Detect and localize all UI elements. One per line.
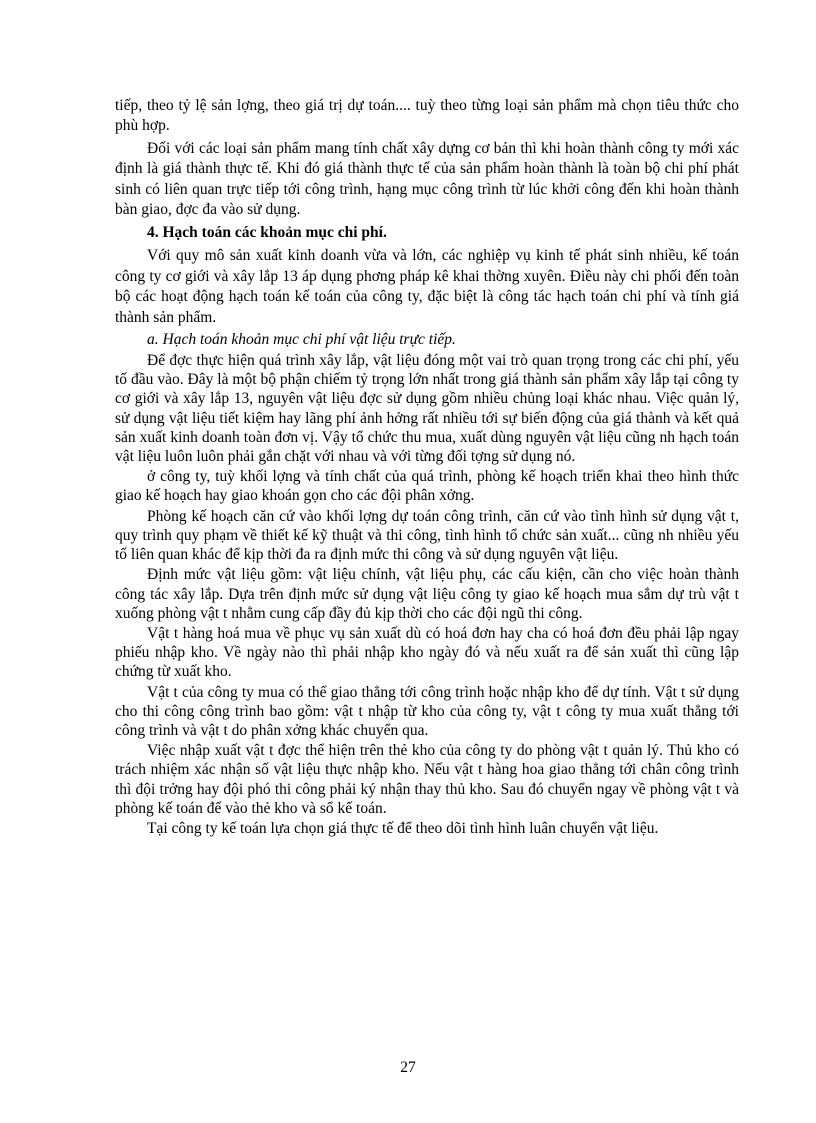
subsection-heading: a. Hạch toán khoản mục chi phí vật liệu trực tiếp.	[147, 331, 456, 349]
paragraph-11: Tại công ty kế toán lựa chọn giá thực tế để theo dõi tình hình luân chuyển vật liệu.	[147, 819, 659, 837]
section-heading: 4. Hạch toán các khoản mục chi phí.	[147, 224, 387, 242]
paragraph-7: Định mức vật liệu gồm: vật liệu chính, vật liệu phụ, các cấu kiện, cần cho việc hoàn thành công tác xây lắp. Dựa trên định mức sử dụng vật liệu công ty giao kế hoạch mua sắm dự trù vật t xuống phòng vật t nhằm cung cấp đầy đủ kịp thời cho các đội ngũ thi công.	[115, 566, 739, 622]
paragraph-1: tiếp, theo tỷ lệ sản lợng, theo giá trị dự toán.... tuỳ theo từng loại sản phẩm mà chọn tiêu thức cho phù hợp.	[115, 97, 739, 135]
paragraph-9: Vật t của công ty mua có thể giao thẳng tới công trình hoặc nhập kho để dự tính. Vật t sử dụng cho thi công công trình bao gồm: vật t nhập từ kho của công ty, vật t công ty mua xuất thẳng tới công trình và vật t do phân xởng khác chuyển qua.	[115, 683, 739, 739]
page-number: 27	[400, 1059, 416, 1076]
paragraph-10: Việc nhập xuất vật t đợc thể hiện trên thẻ kho của công ty do phòng vật t quản lý. Thủ kho có trách nhiệm xác nhận số vật liệu thực nhập kho. Nếu vật t hàng hoa giao thẳng tới chân công trình thì đội trởng hay đội phó thi công phải ký nhận thay thủ kho. Sau đó chuyển ngay về phòng vật t và phòng kế toán để vào thẻ kho và sổ kế toán.	[115, 742, 739, 817]
paragraph-3: Với quy mô sản xuất kinh doanh vừa và lớn, các nghiệp vụ kinh tế phát sinh nhiều, kế toán công ty cơ giới và xây lắp 13 áp dụng phơng pháp kê khai thờng xuyên. Điều này chi phối đến toàn bộ các hoạt động hạch toán kế toán của công ty, đặc biệt là công tác hạch toán chi phí và tính giá thành sản phẩm.	[115, 247, 739, 326]
paragraph-5: ở công ty, tuỳ khối lợng và tính chất của quá trình, phòng kế hoạch triển khai theo hình thức giao kế hoạch hay giao khoán gọn cho các đội phân xởng.	[115, 468, 739, 505]
paragraph-8: Vật t hàng hoá mua về phục vụ sản xuất dù có hoá đơn hay cha có hoá đơn đều phải lập ngay phiếu nhập kho. Về ngày nào thì phải nhập kho ngày đó và nếu xuất ra để sản xuất thì cũng lập chứng từ xuất kho.	[115, 624, 739, 681]
paragraph-2: Đối với các loại sản phẩm mang tính chất xây dựng cơ bản thì khi hoàn thành công ty mới xác định là giá thành thực tế. Khi đó giá thành thực tế của sản phẩm hoàn thành là toàn bộ chi phí phát sinh có liên quan trực tiếp tới công trình, hạng mục công trình từ lúc khởi công đến khi hoàn thành bàn giao, đợc đa vào sử dụng.	[115, 139, 739, 219]
document-page	[115, 96, 739, 839]
paragraph-4: Để đợc thực hiện quá trình xây lắp, vật liệu đóng một vai trò quan trọng trong các chi phí, yếu tố đầu vào. Đây là một bộ phận chiếm tỷ trọng lớn nhất trong giá thành sản phẩm xây lắp tại công ty cơ giới và xây lắp 13, nguyên vật liệu đợc sử dụng gồm nhiều chủng loại khác nhau. Việc quản lý, sử dụng vật liệu tiết kiệm hay lãng phí ảnh hởng rất nhiều tới sự biến động của giá thành và kết quả sản xuất kinh doanh toàn đơn vị. Vậy tổ chức thu mua, xuất dùng nguyên vật liệu cũng nh hạch toán vật liệu luôn luôn phải gắn chặt với nhau và với từng đối tợng sử dụng nó.	[115, 352, 739, 466]
paragraph-6: Phòng kế hoạch căn cứ vào khối lợng dự toán công trình, căn cứ vào tình hình sử dụng vật t, quy trình quy phạm về thiết kế kỹ thuật và thi công, tình hình tổ chức sản xuất... cũng nh nhiều yếu tố liên quan khác để kịp thời đa ra định mức thi công và sử dụng nguyên vật liệu.	[115, 507, 739, 564]
